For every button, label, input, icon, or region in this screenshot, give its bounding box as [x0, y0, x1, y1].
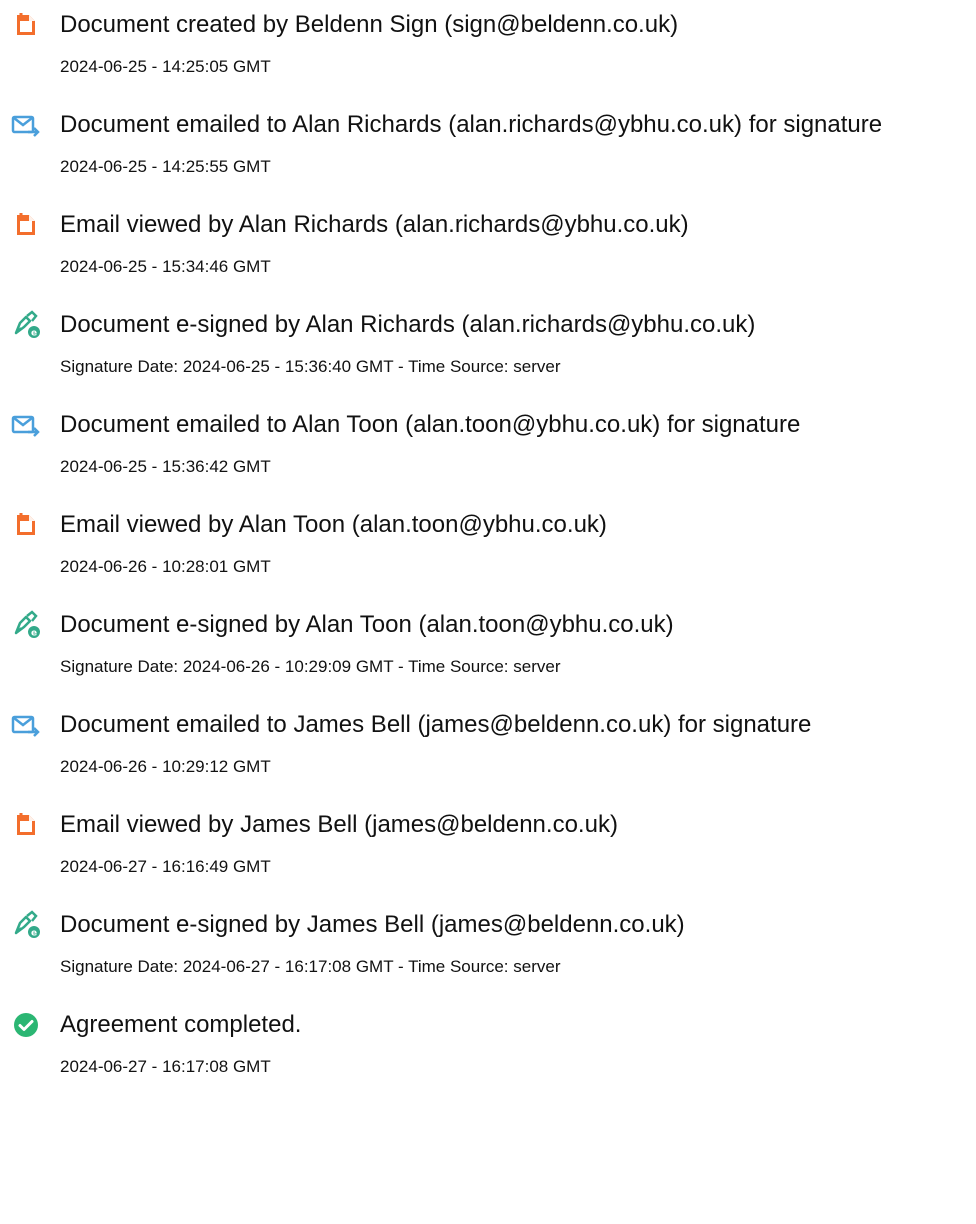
- svg-text:e: e: [30, 328, 38, 339]
- event-title: Document emailed to James Bell (james@beldenn.co.uk) for signature: [60, 711, 812, 738]
- svg-text:e: e: [30, 928, 38, 939]
- event-signature-date: Signature Date: 2024-06-27 - 16:17:08 GMT - Time Source: server: [60, 957, 561, 976]
- audit-event: [0, 700, 976, 800]
- audit-event: [0, 200, 976, 300]
- audit-event: [0, 500, 976, 600]
- event-timestamp: 2024-06-25 - 14:25:55 GMT: [60, 157, 271, 176]
- event-title: Document emailed to Alan Toon (alan.toon@ybhu.co.uk) for signature: [60, 411, 801, 438]
- audit-event: [0, 600, 976, 700]
- event-title: Email viewed by James Bell (james@beldenn.co.uk): [60, 811, 618, 838]
- esigned-icon: [11, 610, 41, 640]
- event-timestamp: 2024-06-27 - 16:16:49 GMT: [60, 857, 271, 876]
- audit-event: [0, 800, 976, 900]
- event-title: Agreement completed.: [60, 1011, 302, 1038]
- esigned-icon: [11, 310, 41, 340]
- event-title: Document e-signed by Alan Toon (alan.toon@ybhu.co.uk): [60, 611, 674, 638]
- event-title: Email viewed by Alan Richards (alan.richards@ybhu.co.uk): [60, 211, 689, 238]
- audit-event: [0, 100, 976, 200]
- audit-event: [0, 900, 976, 1000]
- event-signature-date: Signature Date: 2024-06-25 - 15:36:40 GMT - Time Source: server: [60, 357, 561, 376]
- audit-event: [0, 400, 976, 500]
- event-timestamp: 2024-06-25 - 15:36:42 GMT: [60, 457, 271, 476]
- event-timestamp: 2024-06-26 - 10:28:01 GMT: [60, 557, 271, 576]
- event-title: Document created by Beldenn Sign (sign@beldenn.co.uk): [60, 11, 679, 38]
- event-timestamp: 2024-06-25 - 14:25:05 GMT: [60, 57, 271, 76]
- email-viewed-icon: [11, 210, 41, 240]
- agreement-completed-icon: [11, 1010, 41, 1040]
- event-timestamp: 2024-06-25 - 15:34:46 GMT: [60, 257, 271, 276]
- event-title: Document emailed to Alan Richards (alan.richards@ybhu.co.uk) for signature: [60, 111, 883, 138]
- event-timestamp: 2024-06-26 - 10:29:12 GMT: [60, 757, 271, 776]
- event-title: Document e-signed by Alan Richards (alan.richards@ybhu.co.uk): [60, 311, 756, 338]
- event-signature-date: Signature Date: 2024-06-26 - 10:29:09 GMT - Time Source: server: [60, 657, 561, 676]
- audit-event: [0, 1000, 976, 1100]
- email-viewed-icon: [11, 510, 41, 540]
- document-created-icon: [11, 10, 41, 40]
- email-sent-icon: [11, 410, 41, 440]
- audit-event: [0, 300, 976, 400]
- event-title: Document e-signed by James Bell (james@beldenn.co.uk): [60, 911, 685, 938]
- email-sent-icon: [11, 710, 41, 740]
- email-sent-icon: [11, 110, 41, 140]
- esigned-icon: [11, 910, 41, 940]
- email-viewed-icon: [11, 810, 41, 840]
- event-timestamp: 2024-06-27 - 16:17:08 GMT: [60, 1057, 271, 1076]
- audit-event: [0, 0, 976, 100]
- event-title: Email viewed by Alan Toon (alan.toon@ybhu.co.uk): [60, 511, 607, 538]
- svg-text:e: e: [30, 628, 38, 639]
